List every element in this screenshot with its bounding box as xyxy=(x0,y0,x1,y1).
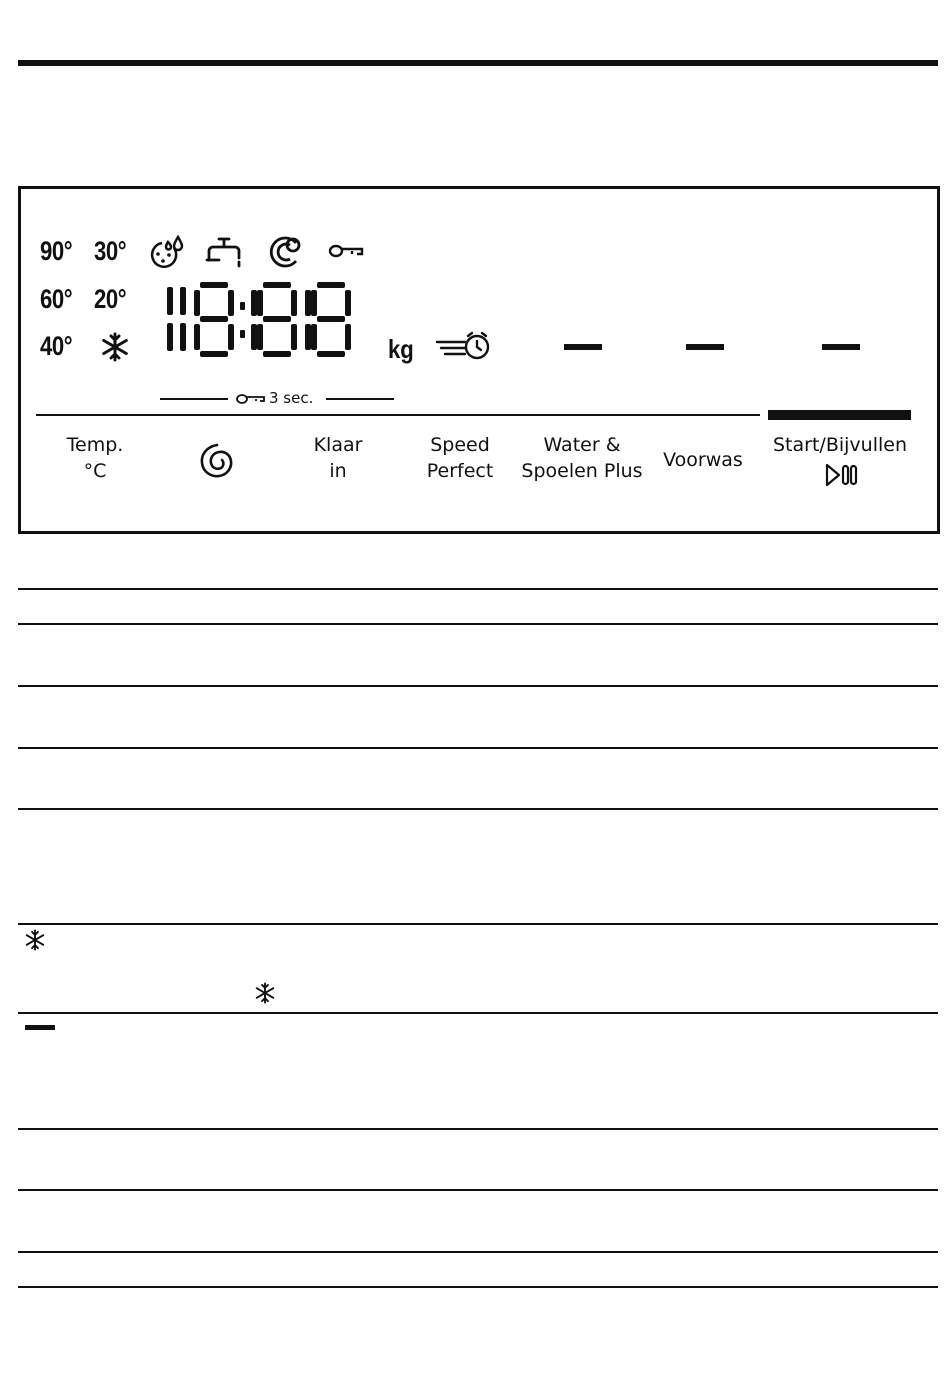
top-rule xyxy=(18,60,938,66)
dash-indicator xyxy=(822,344,860,350)
spin-icon[interactable] xyxy=(198,442,236,480)
dash-indicator xyxy=(564,344,602,350)
dash-indicator xyxy=(686,344,724,350)
table-rule xyxy=(18,1012,938,1014)
temp-button-unit: °C xyxy=(83,460,107,482)
speed-timer-icon xyxy=(435,330,495,362)
snowflake-icon xyxy=(100,332,130,362)
table-rule xyxy=(18,1128,938,1130)
lock-hint-line xyxy=(326,398,394,400)
table-rule xyxy=(18,1251,938,1253)
table-rule xyxy=(18,588,938,590)
lock-hint-label: 3 sec. xyxy=(269,389,314,407)
temp-button-label: Temp. xyxy=(66,434,124,456)
dash-indicator xyxy=(25,1025,55,1030)
key-icon xyxy=(328,242,366,260)
drum-clean-icon xyxy=(266,233,304,271)
temp-20: 20° xyxy=(94,284,127,314)
voorwas-label: Voorwas xyxy=(663,449,743,471)
table-rule xyxy=(18,923,938,925)
temp-button[interactable] xyxy=(45,432,145,484)
time-display xyxy=(160,280,360,360)
speed-perfect-label-1: Speed xyxy=(430,434,490,456)
table-rule xyxy=(18,623,938,625)
water-spoelen-label-1: Water & xyxy=(543,434,621,456)
lock-hint-line xyxy=(160,398,228,400)
klaar-in-label-2: in xyxy=(329,460,347,482)
speed-perfect-label-2: Perfect xyxy=(426,460,494,482)
start-bijvullen-button[interactable] xyxy=(764,432,916,458)
table-rule xyxy=(18,747,938,749)
play-pause-icon xyxy=(824,462,860,488)
kg-unit: kg xyxy=(388,334,414,364)
water-spoelen-label-2: Spoelen Plus xyxy=(521,460,643,482)
temp-30: 30° xyxy=(94,236,127,266)
stain-icon xyxy=(148,234,188,270)
panel-divider xyxy=(36,414,760,416)
start-bijvullen-label: Start/Bijvullen xyxy=(773,434,907,456)
klaar-in-button[interactable] xyxy=(288,432,388,484)
temp-90: 90° xyxy=(40,236,73,266)
table-rule xyxy=(18,685,938,687)
key-icon xyxy=(236,392,266,406)
snowflake-icon xyxy=(254,982,276,1004)
voorwas-button[interactable] xyxy=(652,447,754,473)
klaar-in-label-1: Klaar xyxy=(313,434,363,456)
table-rule xyxy=(18,1286,938,1288)
water-spoelen-button[interactable] xyxy=(517,432,647,484)
speed-perfect-button[interactable] xyxy=(405,432,515,484)
tap-icon xyxy=(205,236,245,268)
start-bar xyxy=(768,410,911,420)
temp-40: 40° xyxy=(40,331,73,361)
table-rule xyxy=(18,808,938,810)
snowflake-icon xyxy=(24,929,46,951)
temp-60: 60° xyxy=(40,284,73,314)
table-rule xyxy=(18,1189,938,1191)
